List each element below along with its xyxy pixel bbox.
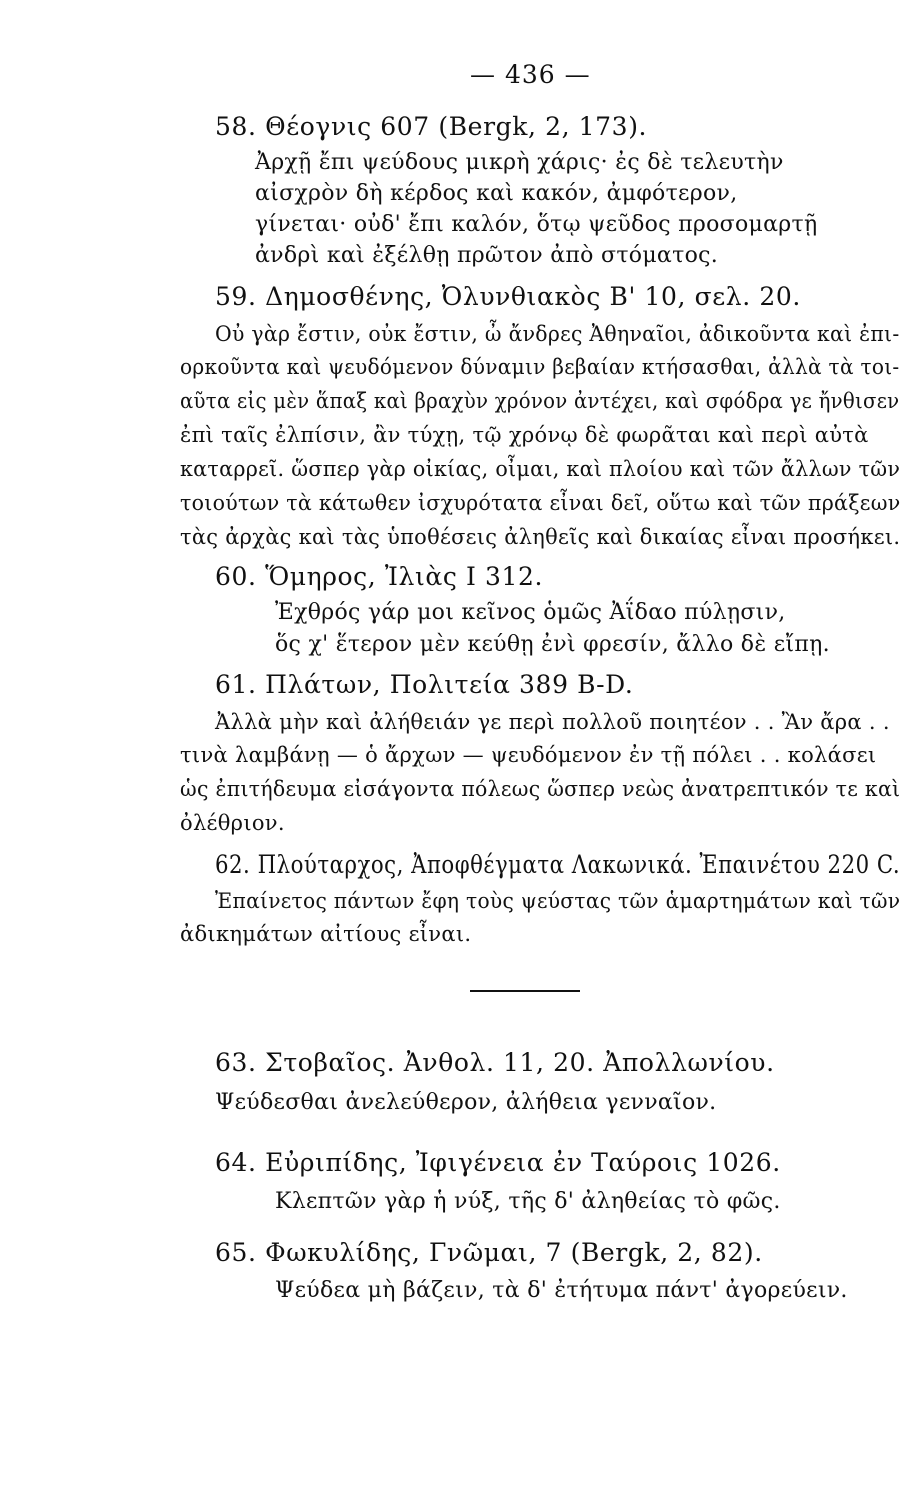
prose-line: Ἐπαίνετος πάντων ἔφη τοὺς ψεύστας τῶν ἁμαρτημάτων καὶ τῶν xyxy=(215,889,901,913)
prose-line: τοιούτων τὰ κάτωθεν ἰσχυρότατα εἶναι δεῖ, οὕτω καὶ τῶν πράξεων xyxy=(180,491,901,515)
entry-heading: 63. Στοβαῖος. Ἀνθολ. 11, 20. Ἀπολλωνίου. xyxy=(215,1048,775,1077)
prose-line: ὡς ἐπιτήδευμα εἰσάγοντα πόλεως ὥσπερ νεὼς ἀνατρεπτικόν τε καὶ xyxy=(180,777,901,801)
verse-line: ὅς χ' ἕτερον μὲν κεύθῃ ἐνὶ φρεσίν, ἄλλο δὲ εἴπῃ. xyxy=(275,632,830,657)
prose-line: ἐπὶ ταῖς ἐλπίσιν, ἂν τύχῃ, τῷ χρόνῳ δὲ φωρᾶται καὶ περὶ αὐτὰ xyxy=(180,423,869,447)
verse-line: Κλεπτῶν γὰρ ἡ νύξ, τῆς δ' ἀληθείας τὸ φῶς. xyxy=(275,1189,781,1214)
entry-heading: 61. Πλάτων, Πολιτεία 389 Β-D. xyxy=(215,670,634,699)
verse-line: ἀνδρὶ καὶ ἐξέλθῃ πρῶτον ἀπὸ στόματος. xyxy=(255,243,719,268)
prose-line: Ἀλλὰ μὴν καὶ ἀλήθειάν γε περὶ πολλοῦ ποιητέον . . Ἂν ἄρα . . xyxy=(215,710,890,734)
entry-heading: 64. Εὐριπίδης, Ἰφιγένεια ἐν Ταύροις 1026. xyxy=(215,1148,781,1177)
verse-line: Ψεύδεα μὴ βάζειν, τὰ δ' ἐτήτυμα πάντ' ἀγορεύειν. xyxy=(275,1278,848,1303)
prose-line: τινὰ λαμβάνῃ — ὁ ἄρχων — ψευδόμενον ἐν τῇ πόλει . . κολάσει xyxy=(180,743,877,767)
prose-line: τὰς ἀρχὰς καὶ τὰς ὑποθέσεις ἀληθεῖς καὶ δικαίας εἶναι προσήκει. xyxy=(180,525,901,549)
verse-line: γίνεται· οὐδ' ἔπι καλόν, ὅτῳ ψεῦδος προσομαρτῇ xyxy=(255,212,818,237)
page-number: — 436 — xyxy=(470,60,591,89)
prose-line: καταρρεῖ. ὥσπερ γὰρ οἰκίας, οἶμαι, καὶ πλοίου καὶ τῶν ἄλλων τῶν xyxy=(180,457,901,481)
verse-line: Ἐχθρός γάρ μοι κεῖνος ὁμῶς Ἀΐδαο πύλῃσιν, xyxy=(275,600,786,625)
prose-line: ορκοῦντα καὶ ψευδόμενον δύναμιν βεβαίαν κτήσασθαι, ἀλλὰ τὰ τοι- xyxy=(180,355,900,379)
entry-heading: 60. Ὅμηρος, Ἰλιὰς Ι 312. xyxy=(215,562,544,591)
prose-line: ἀδικημάτων αἰτίους εἶναι. xyxy=(180,922,472,946)
section-divider xyxy=(470,990,580,992)
entry-heading: 65. Φωκυλίδης, Γνῶμαι, 7 (Bergk, 2, 82). xyxy=(215,1238,763,1267)
verse-line: Ἀρχῇ ἔπι ψεύδους μικρὴ χάρις· ἐς δὲ τελευτὴν xyxy=(255,150,784,175)
verse-line: Ψεύδεσθαι ἀνελεύθερον, ἀλήθεια γενναῖον. xyxy=(215,1090,717,1115)
prose-line: Οὐ γὰρ ἔστιν, οὐκ ἔστιν, ὦ ἄνδρες Ἀθηναῖοι, ἀδικοῦντα καὶ ἐπι- xyxy=(215,322,900,346)
prose-line: ὀλέθριον. xyxy=(180,811,285,835)
prose-line: αῦτα εἰς μὲν ἅπαξ καὶ βραχὺν χρόνον ἀντέχει, καὶ σφόδρα γε ἤνθισεν xyxy=(180,389,900,413)
entry-heading: 58. Θέογνις 607 (Bergk, 2, 173). xyxy=(215,112,648,141)
entry-heading: 59. Δημοσθένης, Ὀλυνθιακὸς Β' 10, σελ. 20. xyxy=(215,282,801,311)
entry-heading: 62. Πλούταρχος, Ἀποφθέγματα Λακωνικά. Ἐπαινέτου 220 C. xyxy=(215,850,901,879)
verse-line: αἰσχρὸν δὴ κέρδος καὶ κακόν, ἀμφότερον, xyxy=(255,181,738,206)
